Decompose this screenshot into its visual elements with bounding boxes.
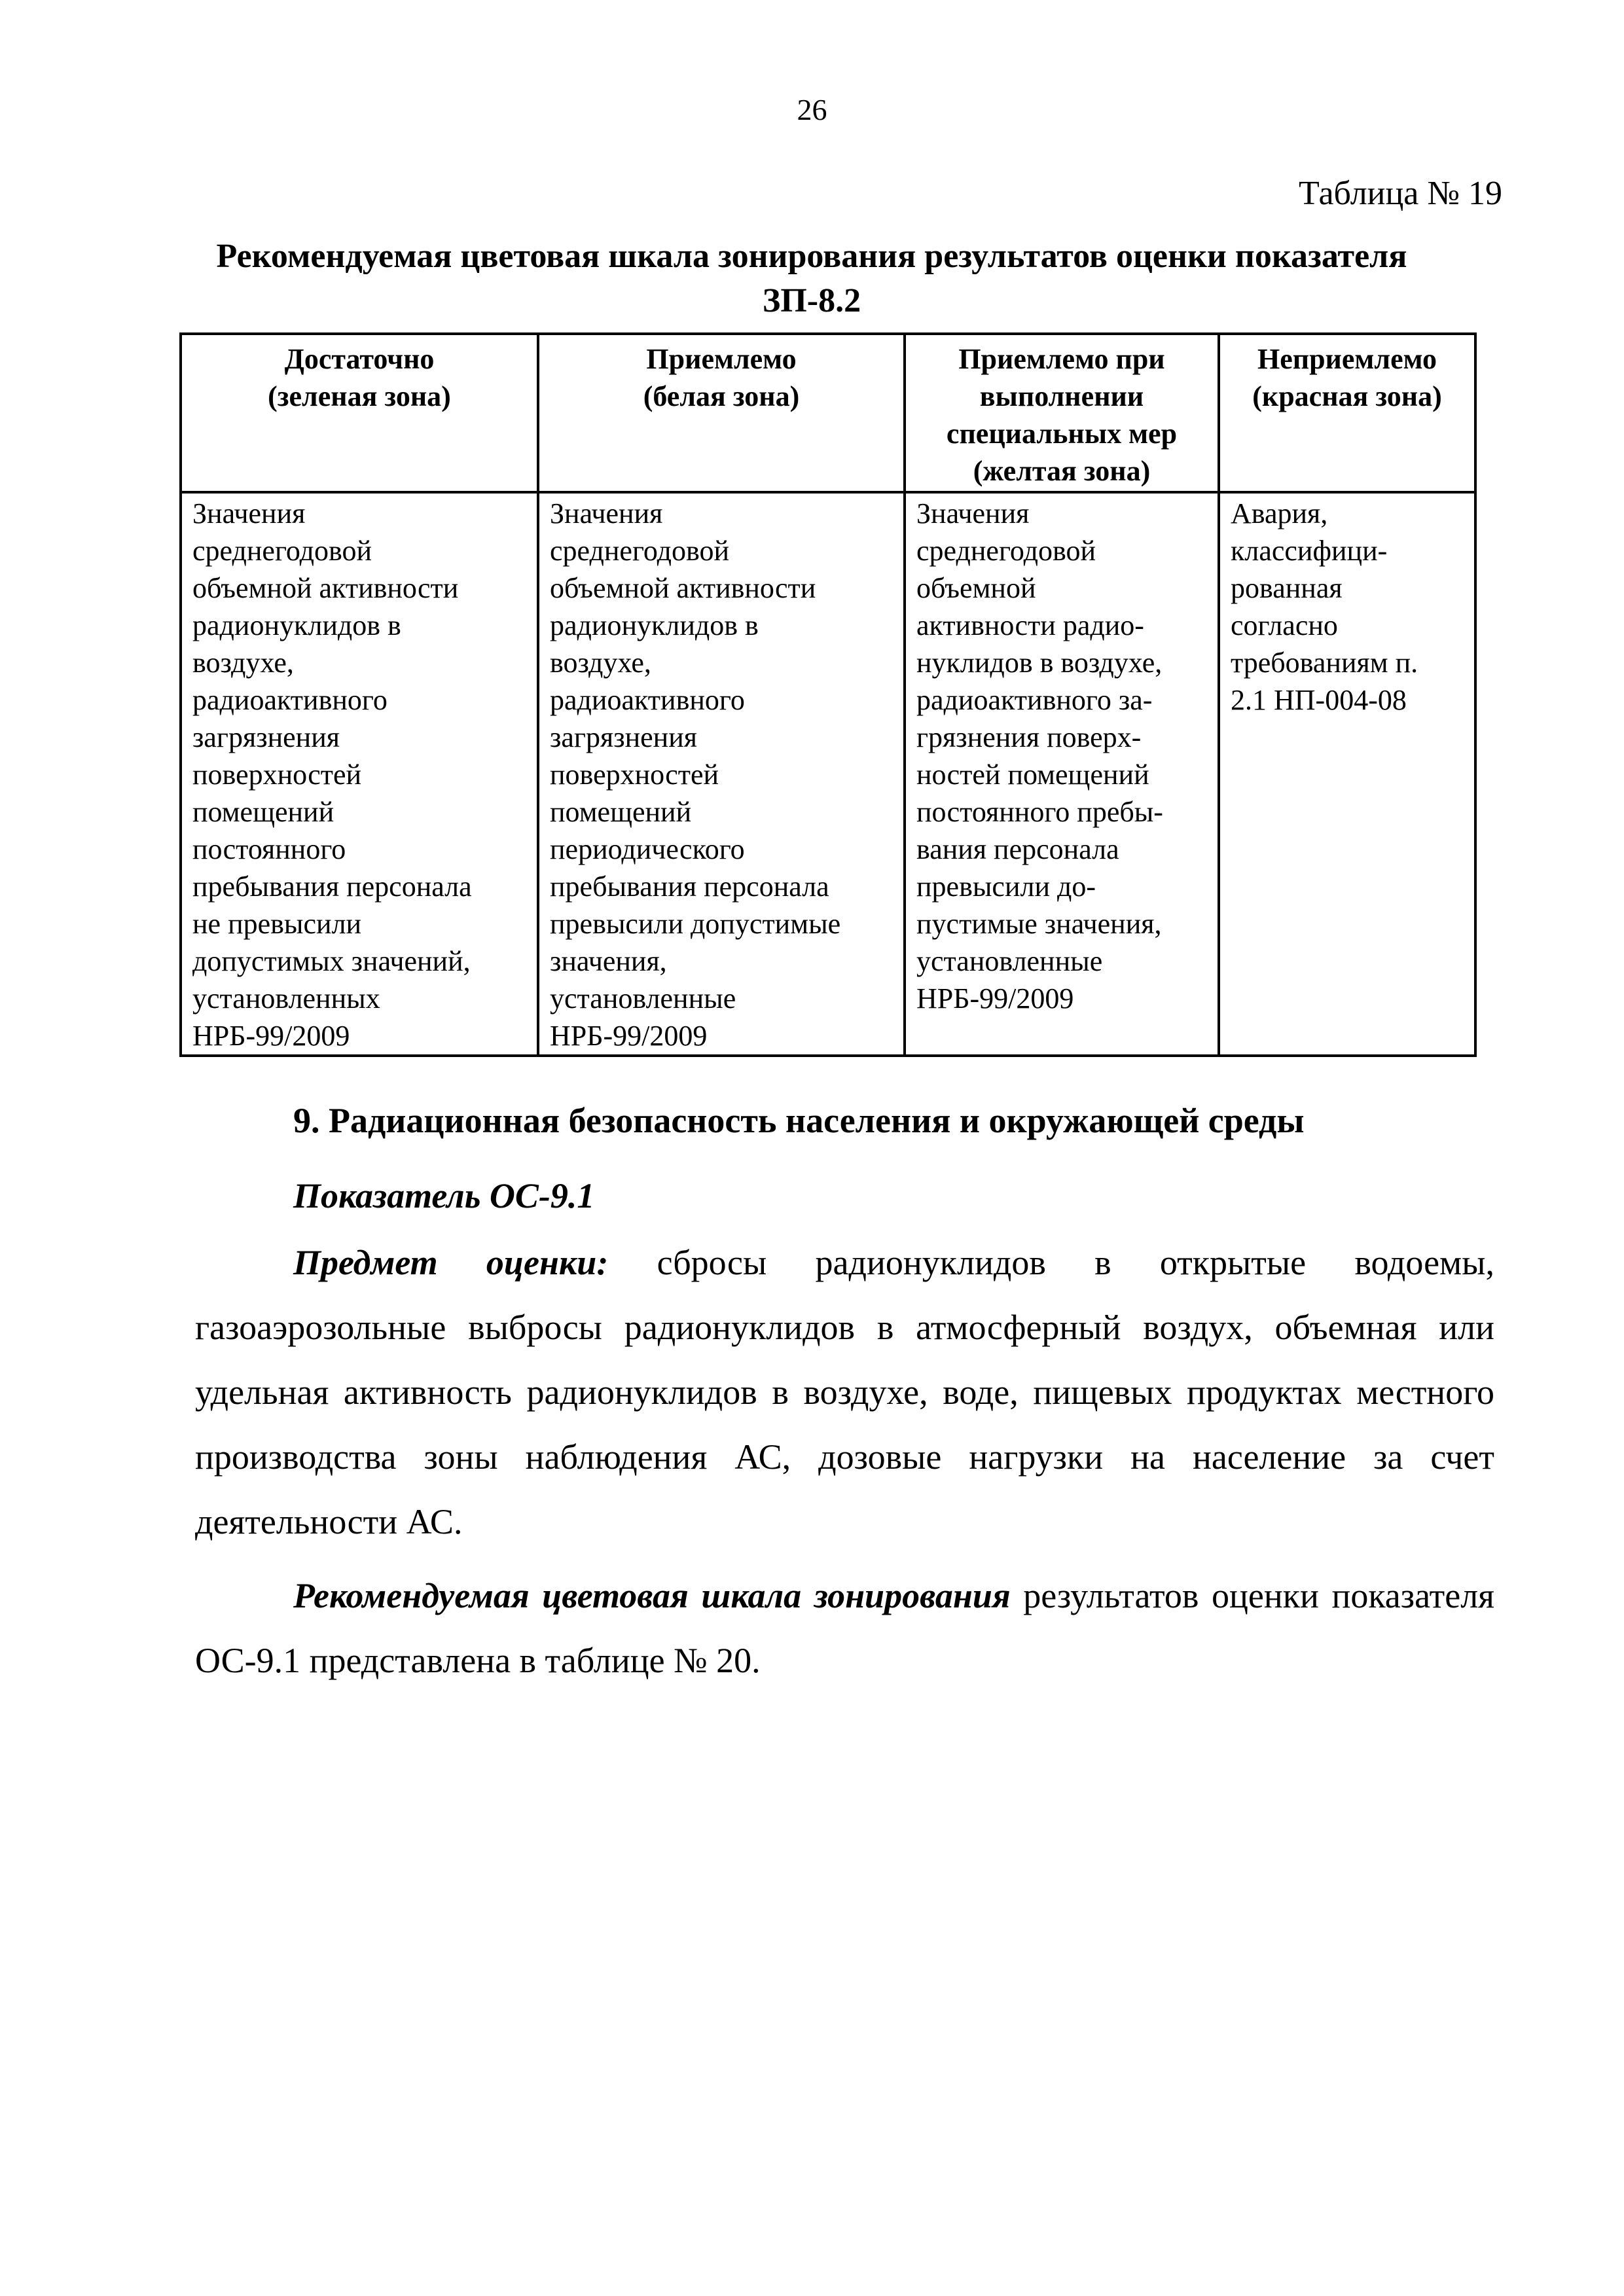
header-green-zone: Достаточно (зеленая зона) bbox=[181, 334, 538, 492]
indicator-heading: Показатель ОС-9.1 bbox=[293, 1176, 595, 1215]
cell-yellow-zone: Значения среднегодовой объемной активности радио- нуклидов в воздухе, радиоактивного за- грязнения поверх- ностей помещений постоянного пребы- вания персонала превысили до- пустимые значения, установленные НРБ-99/2009 bbox=[905, 492, 1219, 1056]
table-header-row bbox=[181, 334, 1475, 492]
cell-white-zone: Значения среднегодовой объемной активности радионуклидов в воздухе, радиоактивного загрязнения поверхностей помещений периодического пребывания персонала превысили допустимые значения, установленные НРБ-99/2009 bbox=[538, 492, 905, 1056]
paragraph-lead: Рекомендуемая цветовая шкала зонирования bbox=[293, 1576, 1011, 1615]
table-caption: Таблица № 19 bbox=[1298, 175, 1502, 212]
zoning-table bbox=[179, 332, 1477, 1057]
table-title: Рекомендуемая цветовая шкала зонирования результатов оценки показателя ЗП-8.2 bbox=[216, 238, 1407, 319]
paragraph-lead: Предмет оценки: bbox=[293, 1243, 609, 1282]
header-white-zone: Приемлемо (белая зона) bbox=[538, 334, 905, 492]
header-yellow-zone: Приемлемо при выполнении специальных мер (желтая зона) bbox=[905, 334, 1219, 492]
cell-red-zone: Авария, классифици- рованная согласно требованиям п. 2.1 НП-004-08 bbox=[1219, 492, 1475, 1056]
paragraph-text: сбросы радионуклидов в открытые водоемы, газоаэрозольные выбросы радионуклидов в атмосферный воздух, объемная или удельная активность радионуклидов в воздухе, воде, пищевых продуктах местного производства зоны наблюдения АС, дозовые нагрузки на население за счет деятельности АС. bbox=[195, 1243, 1494, 1541]
table-row bbox=[181, 492, 1475, 1056]
paragraph-text: результатов оценки показателя ОС-9.1 представлена в таблице № 20. bbox=[195, 1576, 1494, 1680]
cell-green-zone: Значения среднегодовой объемной активности радионуклидов в воздухе, радиоактивного загрязнения поверхностей помещений постоянного пребывания персонала не превысили допустимых значений, установленных НРБ-99/2009 bbox=[181, 492, 538, 1056]
paragraph-color-scale bbox=[195, 1564, 1494, 1693]
page-number: 26 bbox=[797, 93, 827, 126]
section-heading: 9. Радиационная безопасность населения и окружающей среды bbox=[293, 1101, 1305, 1140]
paragraph-assessment-subject bbox=[195, 1230, 1494, 1554]
header-red-zone: Неприемлемо (красная зона) bbox=[1219, 334, 1475, 492]
